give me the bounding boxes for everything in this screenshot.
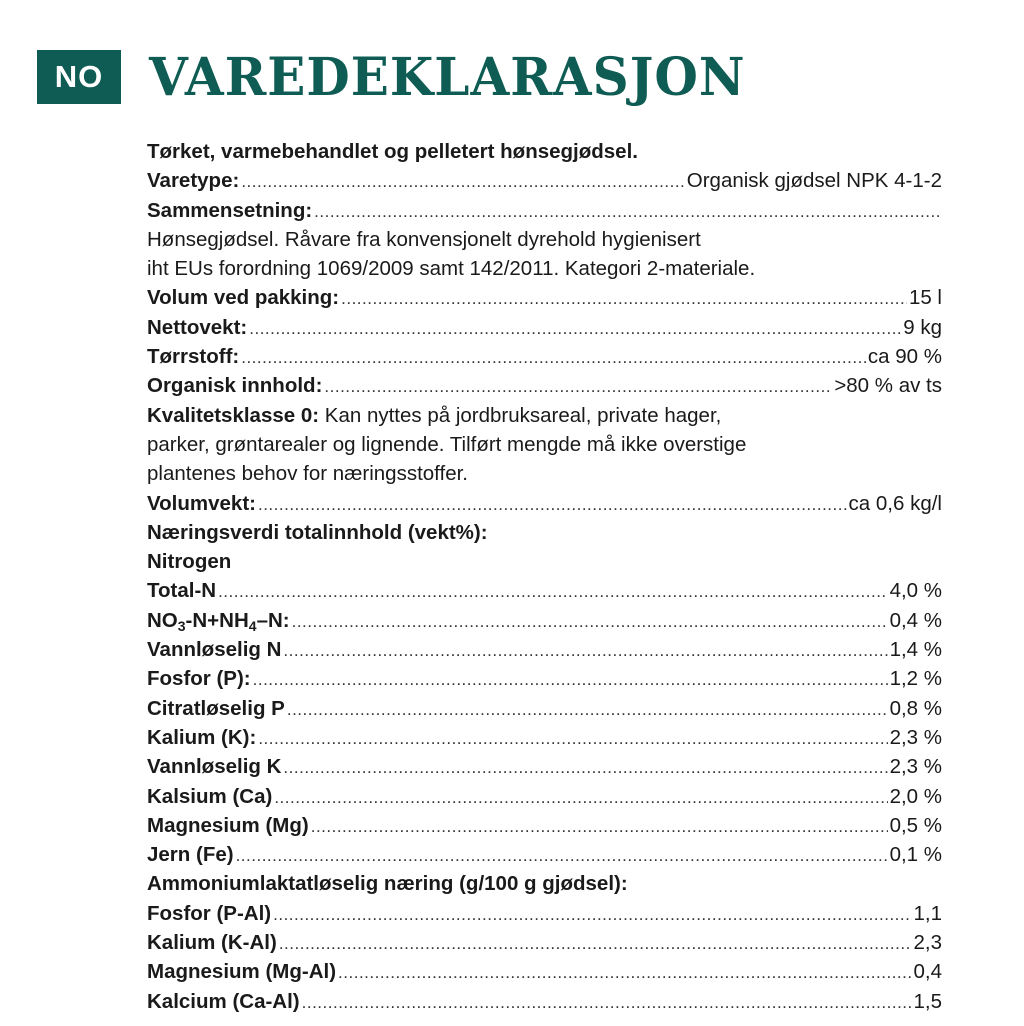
row-label: Organisk innhold:	[147, 374, 323, 398]
row-value: 0,4	[913, 960, 942, 984]
dot-leader	[302, 988, 912, 1017]
row-value: 0,4 %	[889, 608, 942, 632]
row-value: 0,5 %	[889, 813, 942, 837]
row-label: Kalcium (Ca-Al)	[147, 989, 300, 1013]
language-badge: NO	[37, 50, 121, 104]
row-value: 2,3	[913, 931, 942, 955]
formula-part: -N+NH	[185, 608, 249, 632]
dot-leader	[253, 665, 888, 694]
nutrient-row	[147, 635, 942, 664]
ammonium-row	[147, 957, 942, 986]
dot-leader	[258, 724, 887, 753]
row-label: Vannløselig K	[147, 755, 282, 779]
dot-leader	[241, 167, 684, 196]
varetype-row	[147, 166, 942, 195]
naering-heading: Næringsverdi totalinnhold (vekt%):	[147, 520, 488, 544]
row-label: Kalsium (Ca)	[147, 784, 273, 808]
nutrient-row	[147, 576, 942, 605]
ammonium-row	[147, 928, 942, 957]
row-value: 1,4 %	[889, 638, 942, 662]
row-label: Fosfor (P):	[147, 667, 251, 691]
nutrient-row	[147, 694, 942, 723]
dot-leader	[283, 753, 887, 782]
nutrient-row	[147, 811, 942, 840]
kvalitet-row	[147, 401, 942, 430]
nutrient-row	[147, 752, 942, 781]
row-label: Tørrstoff:	[147, 345, 240, 369]
row-label: Magnesium (Mg-Al)	[147, 960, 337, 984]
ammonium-row	[147, 899, 942, 928]
row-value: 1,1	[913, 901, 942, 925]
dot-leader	[218, 577, 888, 606]
nutrient-row	[147, 664, 942, 693]
row-label: Kvalitetsklasse 0:	[147, 403, 320, 427]
row-label: Fosfor (P-Al)	[147, 901, 272, 925]
row-value: 1,2 %	[889, 667, 942, 691]
dot-leader	[273, 900, 911, 929]
row-label: Nettovekt:	[147, 315, 248, 339]
nutrient-row	[147, 782, 942, 811]
dot-leader	[341, 284, 907, 313]
property-row	[147, 283, 942, 312]
formula-subscript: 4	[248, 617, 257, 634]
page-title: VAREDEKLARASJON	[149, 45, 746, 108]
property-row	[147, 342, 942, 371]
formula-part: NO	[147, 608, 178, 632]
row-value: Organisk gjødsel NPK 4-1-2	[686, 169, 942, 193]
intro-line: Tørket, varmebehandlet og pelletert hønsegjødsel.	[147, 140, 638, 163]
dot-leader	[324, 372, 832, 401]
row-label: Kalium (K):	[147, 725, 257, 749]
ammonium-heading: Ammoniumlaktatløselig næring (g/100 g gjødsel):	[147, 872, 628, 896]
row-label: Sammensetning:	[147, 198, 313, 222]
sammensetning-text-2: iht EUs forordning 1069/2009 samt 142/2011. Kategori 2-materiale.	[147, 257, 756, 281]
row-value: 1,5	[913, 989, 942, 1013]
dot-leader	[241, 343, 866, 372]
row-label: Vannløselig N	[147, 638, 282, 662]
nutrient-row	[147, 840, 942, 869]
dot-leader	[314, 197, 940, 226]
kvalitet-text: Kan nyttes på jordbruksareal, private hager,	[319, 403, 722, 427]
dot-leader	[274, 783, 887, 812]
sammensetning-row	[147, 196, 942, 225]
declaration-header	[37, 45, 746, 108]
dot-leader	[283, 636, 887, 665]
volumvekt-row	[147, 489, 942, 518]
row-value: 4,0 %	[889, 579, 942, 603]
row-label: Citratløselig P	[147, 696, 285, 720]
row-value: ca 0,6 kg/l	[848, 491, 942, 515]
dot-leader	[279, 929, 912, 958]
dot-leader	[249, 314, 901, 343]
row-value: 0,1 %	[889, 843, 942, 867]
nutrient-row	[147, 606, 942, 635]
formula-part: –N:	[256, 608, 290, 632]
row-value: ca 90 %	[867, 345, 942, 369]
row-label: Kalium (K-Al)	[147, 931, 277, 955]
declaration-body	[147, 137, 942, 1016]
row-label: Volumvekt:	[147, 491, 256, 515]
sammensetning-text-1: Hønsegjødsel. Råvare fra konvensjonelt dyrehold hygienisert	[147, 227, 701, 251]
row-value: 2,0 %	[889, 784, 942, 808]
row-value: >80 % av ts	[834, 374, 942, 398]
dot-leader	[258, 490, 847, 519]
row-label: Volum ved pakking:	[147, 286, 340, 310]
dot-leader	[292, 607, 888, 636]
row-value: 0,8 %	[889, 696, 942, 720]
dot-leader	[236, 841, 888, 870]
kvalitet-text-3: plantenes behov for næringsstoffer.	[147, 462, 468, 486]
dot-leader	[338, 958, 911, 987]
ammonium-row	[147, 987, 942, 1016]
formula-subscript: 3	[177, 617, 186, 634]
row-label: Magnesium (Mg)	[147, 813, 309, 837]
kvalitet-text-2: parker, grøntarealer og lignende. Tilført mengde må ikke overstige	[147, 432, 747, 456]
row-label: Total-N	[147, 579, 217, 603]
row-value: 2,3 %	[889, 725, 942, 749]
dot-leader	[287, 695, 888, 724]
property-row	[147, 313, 942, 342]
row-value: 15 l	[908, 286, 942, 310]
row-label: Varetype:	[147, 169, 240, 193]
property-row	[147, 371, 942, 400]
nutrient-row	[147, 723, 942, 752]
dot-leader	[311, 812, 888, 841]
row-value: 9 kg	[903, 315, 942, 339]
row-label: Jern (Fe)	[147, 843, 234, 867]
nitrogen-subheading: Nitrogen	[147, 550, 232, 574]
row-value: 2,3 %	[889, 755, 942, 779]
